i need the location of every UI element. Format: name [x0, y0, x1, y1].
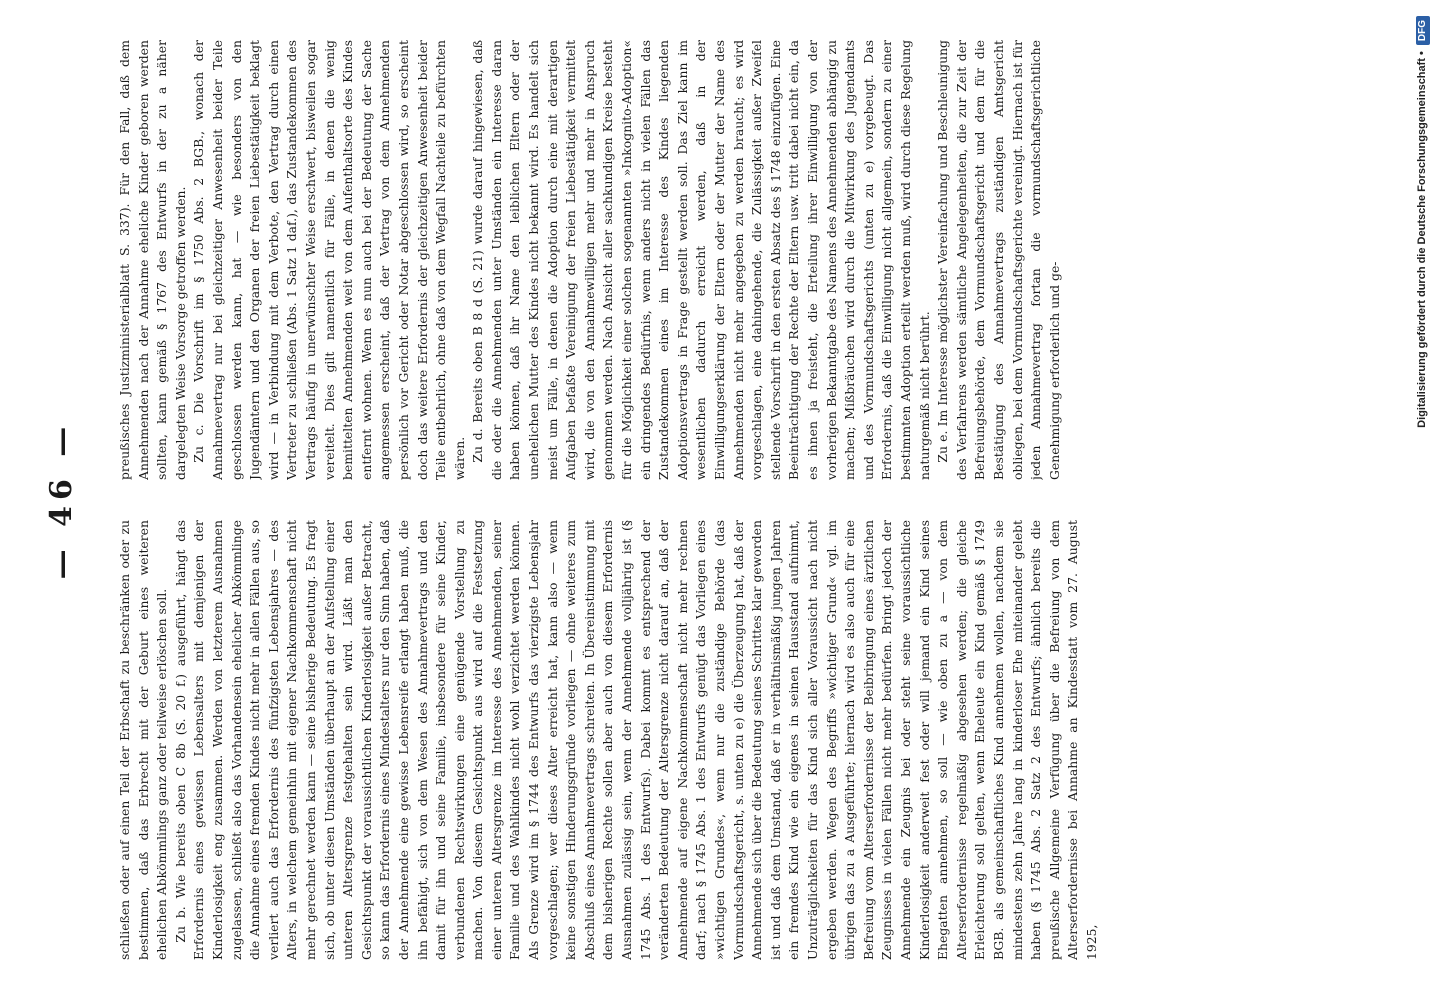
- digitization-note-text: [1414, 16, 1430, 984]
- paragraph: Zu e. Im Interesse möglichster Vereinfachung und Beschleunigung des Verfahrens werden sämtliche Angelegenheiten, die zur Zeit der Befreiungsbehörde, dem Vormundschaftsgericht und dem für die Bestätigung des Annahmevertrags zuständigen Amtsgericht obliegen, bei dem Vormundschaftsgerichte vereinigt. Hiernach ist für jeden Annahmevertrag fortan die vormundschaftsgerichtliche Genehmigung erforderlich und ge-: [935, 40, 1062, 480]
- paragraph: Zu b. Wie bereits oben C 8b (S. 20 f.) ausgeführt, hängt das Erfordernis eines gewissen Lebensalters mit demjenigen der Kinderlosigkeit eng zusammen. Werden von letzterem Ausnahmen zugelassen, schließt also das Vorhandensein ehelicher Abkömmlinge die Annahme eines fremden Kindes nicht mehr in allen Fällen aus, so verliert auch das Erfordernis des fünfzigsten Lebensjahres — des Alters, in welchem gemeinhin mit eigener Nachkommenschaft nicht mehr gerechnet werden kann — seine bisherige Bedeutung. Es fragt sich, ob unter diesen Umständen überhaupt an der Aufstellung einer unteren Altersgrenze festgehalten sein wird. Läßt man den Gesichtspunkt der voraussichtlichen Kinderlosigkeit außer Betracht, so kann das Erfordernis eines Mindestalters nur den Sinn haben, daß der Annehmende eine gewisse Lebensreife erlangt haben muß, die ihn befähigt, sich von dem Wesen des Annahmevertrags und den damit für ihn und seine Familie, insbesondere für seine Kinder, verbundenen Rechtswirkungen eine genügende Vorstellung zu machen. Von diesem Gesichtspunkt aus wird auf die Festsetzung einer unteren Altersgrenze im Interesse des Annehmenden, seiner Familie und des Wahlkindes nicht wohl verzichtet werden können. Als Grenze wird im § 1744 des Entwurfs das vierzigste Lebensjahr vorgeschlagen; wer dieses Alter erreicht hat, kann also — wenn keine sonstigen Hinderungsgründe vorliegen — ohne weiteres zum Abschluß eines Annahmevertrags schreiten. In Übereinstimmung mit dem bisherigen Rechte sollen aber auch von diesem Erfordernis Ausnahmen zulässig sein, wenn der Annehmende volljährig ist (§ 1745 Abs. 1 des Entwurfs). Dabei kommt es entsprechend der veränderten Bedeutung der Altersgrenze nicht darauf an, daß der Annehmende auf eigene Nachkommenschaft nicht mehr rechnen darf; nach § 1745 Abs. 1 des Entwurfs genügt das Vorliegen eines »wichtigen Grundes«, wenn nur die zuständige Behörde (das Vormundschaftsgericht, s. unten zu e) die Überzeugung hat, daß der Annehmende sich über die Bedeutung seines Schrittes klar geworden ist und daß dem Umstand, daß er in verhältnismäßig jungen Jahren ein fremdes Kind wie ein eigenes in seinen Hausstand aufnimmt, Unzuträglichkeiten für das Kind sich aller Voraussicht nach nicht ergeben werden. Wegen des Begriffs »wichtiger Grund« vgl. im übrigen das zu a Ausgeführte; hiernach wird es also auch für eine Befreiung vom Alterserfordernisse der Beibringung eines ärztlichen Zeugnisses in vielen Fällen nicht mehr bedürfen. Bringt jedoch der Annehmende ein Zeugnis bei oder steht seine voraussichtliche Kinderlosigkeit anderweit fest oder will jemand ein Kind seines Ehegatten annehmen, so soll — wie oben zu a — von dem Alterserfordernisse regelmäßig abgesehen werden; die gleiche Erleichterung soll gelten, wenn Eheleute ein Kind gemäß § 1749 BGB. als gemeinschaftliches Kind annehmen wollen, nachdem sie mindestens zehn Jahre lang in kinderloser Ehe miteinander gelebt haben (§ 1745 Abs. 2 Satz 2 des Entwurfs; ähnlich bereits die preußische Allgemeine Verfügung über die Befreiung von dem Alterserfordernisse bei Annahme an Kindesstatt vom 27. August 1925,: [172, 520, 1099, 960]
- dfg-logo: DFG: [1416, 16, 1430, 45]
- right-column: [116, 40, 1396, 480]
- left-column: [116, 520, 1396, 960]
- printed-page: [20, 0, 1410, 1000]
- dfg-note-label: Digitalisierung gefördert durch die Deutsche Forschungsgemeinschaft •: [1416, 51, 1428, 428]
- paragraph: preußisches Justizministerialblatt S. 337). Für den Fall, daß dem Annehmenden nach der Annahme eheliche Kinder geboren werden sollten, kann gemäß § 1767 des Entwurfs in der zu a näher dargelegten Weise Vorsorge getroffen werden.: [117, 40, 188, 480]
- paragraph: schließen oder auf einen Teil der Erbschaft zu beschränken oder zu bestimmen, daß das Erbrecht mit der Geburt eines weiteren ehelichen Abkömmlings ganz oder teilweise erlöschen soll.: [117, 520, 170, 960]
- paragraph: Zu c. Die Vorschrift im § 1750 Abs. 2 BGB., wonach der Annahmevertrag nur bei gleichzeitiger Anwesenheit beider Teile geschlossen werden kann, hat — wie besonders von den Jugendämtern und den Organen der freien Liebestätigkeit beklagt wird — in Verbindung mit dem Verbote, den Vertrag durch einen Vertreter zu schließen (Abs. 1 Satz 1 daf.), das Zustandekommen des Vertrags häufig in unerwünschter Weise erschwert, bisweilen sogar vereitelt. Dies gilt namentlich für Fälle, in denen die wenig bemittelten Annehmenden weit von dem Aufenthaltsorte des Kindes entfernt wohnen. Wenn es nun auch bei der Bedeutung der Sache angemessen erscheint, daß der Vertrag von dem Annehmenden persönlich vor Gericht oder Notar abgeschlossen wird, so erscheint doch das weitere Erfordernis der gleichzeitigen Anwesenheit beider Teile entbehrlich, ohne daß von dem Wegfall Nachteile zu befürchten wären.: [191, 40, 467, 480]
- paragraph: Zu d. Bereits oben B 8 d (S. 21) wurde darauf hingewiesen, daß die oder die Annehmenden unter Umständen ein Interesse daran haben können, daß ihr Name den leiblichen Eltern oder der unehelichen Mutter des Kindes nicht bekannt wird. Es handelt sich meist um Fälle, in denen die Adoption durch eine mit derartigen Aufgaben befaßte Vereinigung der freien Liebestätigkeit vermittelt wird, die von den Annahmewilligen mehr und mehr in Anspruch genommen werden. Nach Ansicht aller sachkundigen Kreise besteht für die Möglichkeit einer solchen sogenannten »Inkognito-Adoption« ein dringendes Bedürfnis, wenn anders nicht in vielen Fällen das Zustandekommen eines im Interesse des Kindes liegenden Adoptionsvertrags in Frage gestellt werden soll. Das Ziel kann im wesentlichen dadurch erreicht werden, daß in der Einwilligungserklärung der Eltern oder der Mutter der Name des Annehmenden nicht mehr angegeben zu werden braucht; es wird vorgeschlagen, eine dahingehende, die Zulässigkeit außer Zweifel stellende Vorschrift in den ersten Absatz des § 1748 einzufügen. Eine Beeinträchtigung der Rechte der Eltern usw. tritt dabei nicht ein, da es ihnen ja freisteht, die Erteilung ihrer Einwilligung von der vorherigen Bekanntgabe des Namens des Annehmenden abhängig zu machen; Mißbräuchen wird durch die Mitwirkung des Jugendamts und des Vormundschaftsgerichts (unten zu e) vorgebeugt. Das Erfordernis, daß die Einwilligung nicht allgemein, sondern zu einer bestimmten Adoption erteilt werden muß, wird durch diese Regelung naturgemäß nicht berührt.: [470, 40, 932, 480]
- digitization-note: [1414, 8, 1430, 992]
- page-number: — 46 —: [44, 420, 79, 580]
